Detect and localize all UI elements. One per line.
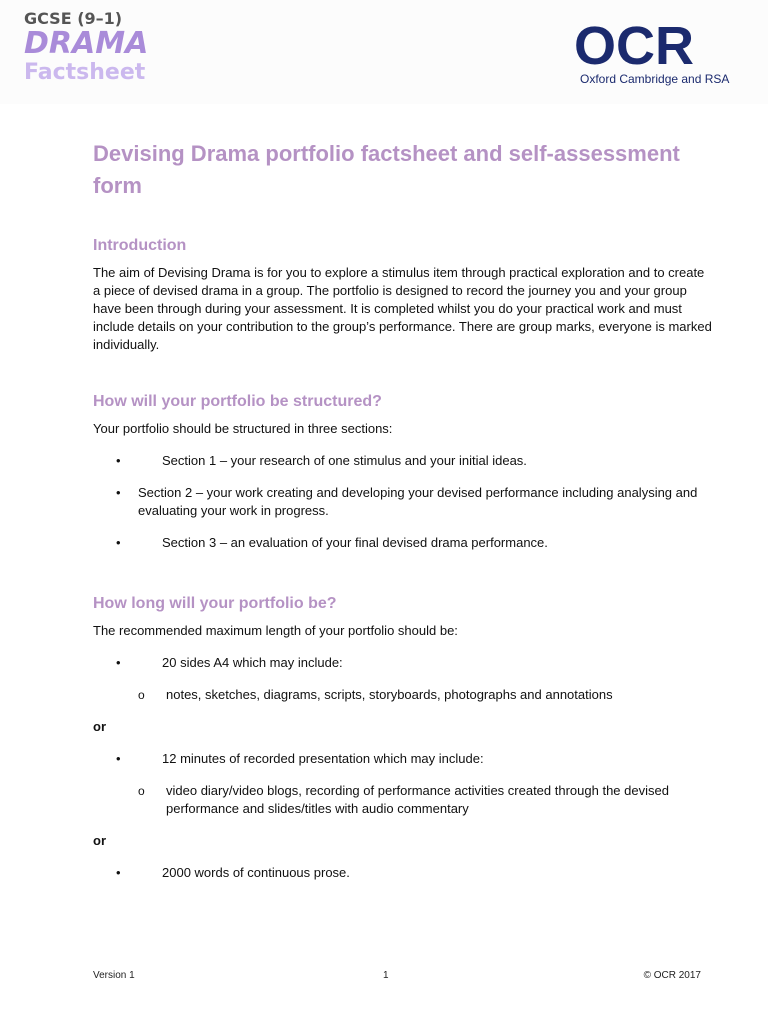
list-item [93, 452, 713, 470]
list-item-text: 20 sides A4 which may include: [162, 655, 343, 670]
structure-heading: How will your portfolio be structured? [93, 393, 382, 410]
list-item [93, 750, 713, 768]
or-separator: or [93, 833, 106, 848]
intro-body: The aim of Devising Drama is for you to explore a stimulus item through practical exploration and to create a piece of devised drama in a group. The portfolio is designed to record the journey you and your group have been through during your assessment. It is completed whilst you do your practical work and must include details on your contribution to the group’s performance. There are group marks, everyone is marked individually. [93, 265, 712, 352]
factsheet-brand [24, 10, 148, 86]
subject-title: DRAMA [24, 26, 149, 61]
list-subitem [93, 782, 713, 818]
ocr-tagline: Oxford Cambridge and RSA [580, 72, 730, 86]
length-list [93, 654, 713, 704]
copyright-label: © OCR 2017 [643, 970, 701, 981]
list-item [93, 654, 713, 672]
list-item-text: Section 1 – your research of one stimulus and your initial ideas. [162, 453, 527, 468]
bullet-marker: • [116, 535, 121, 550]
page-title: Devising Drama portfolio factsheet and self-assessment form [93, 141, 680, 198]
length-heading: How long will your portfolio be? [93, 595, 337, 612]
list-subitem-text: notes, sketches, diagrams, scripts, storyboards, photographs and annotations [166, 687, 613, 702]
ocr-logo-mark [572, 20, 737, 70]
ocr-logo [572, 20, 742, 90]
length-list [93, 750, 713, 818]
list-item-text: Section 2 – your work creating and developing your devised performance including analysing and evaluating your work in progress. [138, 485, 698, 518]
list-item-text: 12 minutes of recorded presentation which may include: [162, 751, 484, 766]
bullet-marker: • [116, 655, 121, 670]
length-lead: The recommended maximum length of your portfolio should be: [93, 623, 458, 638]
page-number: 1 [383, 970, 389, 981]
structure-lead: Your portfolio should be structured in three sections: [93, 421, 393, 436]
version-label: Version 1 [93, 970, 135, 981]
page-content [93, 138, 713, 896]
list-item [93, 864, 713, 882]
list-item [93, 484, 713, 520]
list-item-text: Section 3 – an evaluation of your final devised drama performance. [162, 535, 548, 550]
bullet-marker: • [116, 453, 121, 468]
ocr-logo-text: OCR [574, 20, 694, 70]
sub-bullet-marker: o [138, 784, 145, 798]
document-type-label: Factsheet [24, 60, 146, 85]
or-separator: or [93, 719, 106, 734]
bullet-marker: • [116, 751, 121, 766]
bullet-marker: • [116, 485, 121, 500]
list-item [93, 534, 713, 552]
structure-list [93, 452, 713, 552]
intro-heading: Introduction [93, 237, 187, 254]
length-list [93, 864, 713, 882]
list-item-text: 2000 words of continuous prose. [162, 865, 350, 880]
page-header [0, 0, 768, 104]
bullet-marker: • [116, 865, 121, 880]
qualification-label: GCSE (9–1) [24, 9, 123, 28]
list-subitem-text: video diary/video blogs, recording of performance activities created through the devised performance and slides/titles with audio commentary [166, 783, 669, 816]
sub-bullet-marker: o [138, 688, 145, 702]
list-subitem [93, 686, 713, 704]
